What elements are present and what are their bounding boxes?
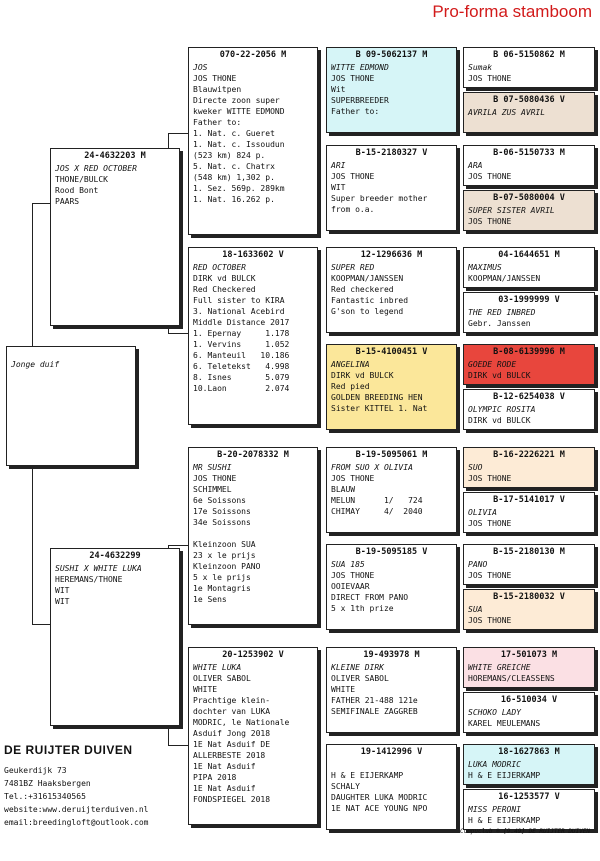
sire-box [50,148,180,326]
info-line: JOS THONE [193,74,237,83]
pigeon-name: MAXIMUS [468,263,502,272]
info-line: (523 km) 824 p. [193,151,266,160]
pigeon-name: THE RED INBRED [468,308,536,317]
info-line: PIPA 2018 [193,773,237,782]
pigeon-name: RED OCTOBER [193,263,246,272]
breeder-contact [4,764,149,829]
info-line: MODRIC, le Nationale [193,718,290,727]
great-great-grandparent-box [463,344,595,385]
dam-box [50,548,180,726]
info-line: JOS THONE [468,616,512,625]
pigeon-name: SUPER SISTER AVRIL [468,206,555,215]
great-great-grandparent-box [463,247,595,288]
info-line: H & E EIJERKAMP [331,771,404,780]
great-great-grandparent-box [463,292,595,333]
info-line: 1E Nat Asduif [193,762,256,771]
grandparent-box [188,247,318,425]
pigeon-name: MISS PERONI [468,805,521,814]
ring-number: 18-1633602 V [222,250,284,260]
great-great-grandparent-box [463,744,595,785]
info-line: OOIEVAAR [331,582,370,591]
info-line: Asduif Jong 2018 [193,729,271,738]
info-line: 17e Soissons [193,507,251,516]
info-line: CHIMAY 4/ 2040 [331,507,423,516]
info-line: Blauwitpen [193,85,242,94]
info-line: JOS THONE [193,474,237,483]
ring-number: 16-1253577 V [498,792,560,802]
pigeon-name-empty [331,759,452,770]
breeder-city: 7481BZ Haaksbergen [4,779,91,788]
info-line: 1. Vervins 1.052 [193,340,290,349]
info-line: 6. Teletekst 4.998 [193,362,290,371]
info-line: 8. Isnes 5.079 [193,373,290,382]
subject-name: Jonge duif [11,360,60,369]
info-line: ALLERBESTE 2018 [193,751,266,760]
info-line: HOREMANS/CLEASSENS [468,674,555,683]
info-line: dochter van LUKA [193,707,271,716]
pigeon-name: OLIVIA [468,508,497,517]
great-great-grandparent-box [463,145,595,186]
ring-number: 18-1627863 M [498,747,560,757]
breeder-address: Geukerdijk 73 [4,766,67,775]
pigeon-name: WITTE EDMOND [331,63,389,72]
connector-line [168,333,188,334]
info-line: JOS THONE [331,474,375,483]
info-line: Wit [331,85,346,94]
great-great-grandparent-box [463,47,595,88]
info-line: JOS THONE [468,217,512,226]
great-grandparent-box [326,447,457,533]
info-line: 5 x 1th prize [331,604,394,613]
info-line: WHITE [331,685,356,694]
info-line: Fantastic inbred [331,296,409,305]
info-line: WIT [55,597,70,606]
pigeon-name: Sumak [468,63,493,72]
pigeon-name: GOEDE RODE [468,360,517,369]
info-line: JOS THONE [468,74,512,83]
info-line: Red pied [331,382,370,391]
info-line: 6e Soissons [193,496,246,505]
ring-number: 19-493978 M [363,650,420,660]
info-line: DIRECT FROM PANO [331,593,409,602]
ring-number: 04-1644651 M [498,250,560,260]
great-great-grandparent-box [463,190,595,231]
info-line: 5. Nat. c. Chatrx [193,162,275,171]
ring-number: B-20-2078332 M [217,450,289,460]
ring-number: B-16-2226221 M [493,450,565,460]
ring-number: 16-510034 V [500,695,558,705]
ring-number: 24-4632299 [89,551,141,561]
great-grandparent-box [326,344,457,430]
subject-box [6,346,136,466]
pigeon-name: SUO [468,463,483,472]
pigeon-name: WHITE GREICHE [468,663,531,672]
info-line: 5 x le prijs [193,573,251,582]
pigeon-name: PANO [468,560,488,569]
ring-number: B-15-4100451 V [355,347,428,357]
info-line: 1e Sens [193,595,227,604]
ring-number: B-07-5080004 V [493,193,565,203]
info-line: Middle Distance 2017 [193,318,290,327]
info-line: 1. Sez. 569p. 289km [193,184,285,193]
info-line: Red Checkered [193,285,256,294]
ring-number: B-15-2180130 M [493,547,565,557]
info-line: 1. Nat. c. Issoudun [193,140,285,149]
info-line: 3. National Acebird [193,307,285,316]
info-line: 1. Nat. c. Gueret [193,129,275,138]
grandparent-box [188,647,318,825]
info-line: Sister KITTEL 1. Nat [331,404,428,413]
info-line: DIRK vd BULCK [468,416,531,425]
info-line: (548 km) 1,302 p. [193,173,275,182]
info-line: JOS THONE [331,74,375,83]
pigeon-name: SCHOKO LADY [468,708,521,717]
ring-number: B-15-2180032 V [493,592,565,602]
page-title: Pro-forma stamboom [432,2,592,21]
info-line: Prachtige klein- [193,696,271,705]
ring-number: 20-1253902 V [222,650,284,660]
info-line: FONDSPIEGEL 2018 [193,795,271,804]
info-line: 1E Nat Asduif [193,784,256,793]
pigeon-name: MR SUSHI [193,463,232,472]
ring-number: 17-501073 M [500,650,558,660]
info-line: Kleinzoon PANO [193,562,261,571]
pigeon-name: JOS X RED OCTOBER [55,164,137,173]
info-line: DAUGHTER LUKA MODRIC [331,793,428,802]
info-line: 1. Epernay 1.178 [193,329,290,338]
info-line: Kleinzoon SUA [193,540,256,549]
info-line: HEREMANS/THONE [55,575,123,584]
great-great-grandparent-box [463,692,595,733]
pigeon-name: AVRILA ZUS AVRIL [468,108,546,117]
info-line: SUPERBREEDER [331,96,389,105]
breeder-name: DE RUIJTER DUIVEN [4,743,133,757]
connector-line [32,203,50,204]
great-great-grandparent-box [463,447,595,488]
pigeon-name: JOS [193,63,208,72]
pigeon-name: WHITE LUKA [193,663,242,672]
info-line: SCHALY [331,782,360,791]
info-line: SEMIFINALE ZAGGREB [331,707,418,716]
info-line: from o.a. [331,205,375,214]
great-grandparent-box [326,544,457,630]
ring-number: B-19-5095185 V [355,547,428,557]
pigeon-name: KLEINE DIRK [331,663,384,672]
pigeon-name: ARA [468,161,483,170]
info-line: KOOPMAN/JANSSEN [468,274,541,283]
info-line: WIT [331,183,346,192]
ring-number: 24-4632203 M [84,151,146,161]
ring-number: 03-1999999 V [498,295,560,305]
ring-number: B-15-2180327 V [355,148,428,158]
pigeon-name: OLYMPIC ROSITA [468,405,536,414]
great-grandparent-box [326,744,457,830]
info-line: DIRK vd BULCK [193,274,256,283]
great-grandparent-box [326,145,457,231]
info-line: DIRK vd BULCK [468,371,531,380]
pigeon-name: SUSHI X WHITE LUKA [55,564,142,573]
info-line: BLAUW [331,485,356,494]
pigeon-name: ANGELINA [331,360,370,369]
great-great-grandparent-box [463,492,595,533]
info-line: SCHIMMEL [193,485,232,494]
info-line: Super breeder mother [331,194,428,203]
pigeon-name: FROM SUO X OLIVIA [331,463,413,472]
breeder-email[interactable]: email:breedingloft@outlook.com [4,818,149,827]
great-grandparent-box [326,247,457,333]
great-great-grandparent-box [463,389,595,430]
ring-number: B-12-6254038 V [493,392,565,402]
info-line: OLIVER SABOL [193,674,251,683]
info-line: Directe zoon super [193,96,280,105]
breeder-website[interactable]: website:www.deruijterduiven.nl [4,805,149,814]
info-line: Rood Bont [55,186,99,195]
great-great-grandparent-box [463,589,595,630]
info-line: JOS THONE [468,474,512,483]
info-line: PAARS [55,197,80,206]
software-credit: Compuclub ® [9.49] DE RUIJTER DUIVEN [459,828,590,835]
info-line: WHITE [193,685,218,694]
great-great-grandparent-box [463,647,595,688]
info-line: 1E Nat Asduif DE [193,740,271,749]
ring-number: B-17-5141017 V [493,495,565,505]
ring-number: B 06-5150862 M [493,50,565,60]
info-line: FATHER 21-488 121e [331,696,418,705]
info-line: 34e Soissons [193,518,251,527]
ring-number: B-06-5150733 M [493,148,565,158]
pigeon-name: SUA 185 [331,560,365,569]
connector-line [32,624,50,625]
ring-number: 12-1296636 M [360,250,423,260]
connector-line [168,545,188,546]
info-line: 1e Montagris [193,584,251,593]
info-line: H & E EIJERKAMP [468,771,541,780]
pigeon-name: LUKA MODRIC [468,760,521,769]
info-line [193,528,313,539]
info-line: GOLDEN BREEDING HEN [331,393,423,402]
info-line: JOS THONE [331,571,375,580]
breeder-phone: Tel.:+31615340565 [4,792,86,801]
connector-line [168,133,188,134]
info-line: MELUN 1/ 724 [331,496,423,505]
info-line: Father to: [331,107,380,116]
great-great-grandparent-box [463,544,595,585]
grandparent-box [188,47,318,235]
info-line: Father to: [193,118,242,127]
great-grandparent-box [326,647,457,733]
info-line: 1. Nat. 16.262 p. [193,195,275,204]
connector-line [168,745,188,746]
info-line: KAREL MEULEMANS [468,719,541,728]
info-line: Gebr. Janssen [468,319,531,328]
ring-number: 19-1412996 V [360,747,423,757]
info-line: 1E NAT ACE YOUNG NPO [331,804,428,813]
info-line: JOS THONE [468,571,512,580]
info-line: Red checkered [331,285,394,294]
info-line: JOS THONE [468,172,512,181]
grandparent-box [188,447,318,625]
info-line: WIT [55,586,70,595]
info-line: 10.Laon 2.074 [193,384,290,393]
info-line: JOS THONE [331,172,375,181]
info-line: THONE/BULCK [55,175,108,184]
info-line: KOOPMAN/JANSSEN [331,274,404,283]
info-line: Full sister to KIRA [193,296,285,305]
info-line: kweker WITTE EDMOND [193,107,285,116]
ring-number: 070-22-2056 M [219,50,287,60]
info-line: OLIVER SABOL [331,674,389,683]
great-great-grandparent-box [463,92,595,133]
info-line: 6. Manteuil 10.186 [193,351,290,360]
info-line: H & E EIJERKAMP [468,816,541,825]
pigeon-name: ARI [331,161,346,170]
pigeon-name: SUPER RED [331,263,375,272]
great-grandparent-box [326,47,457,133]
ring-number: B-19-5095061 M [355,450,428,460]
ring-number: B 09-5062137 M [355,50,428,60]
ring-number: B 07-5080436 V [493,95,565,105]
info-line: DIRK vd BULCK [331,371,394,380]
info-line: 23 x le prijs [193,551,256,560]
pigeon-name: SUA [468,605,483,614]
ring-number: B-08-6139996 M [493,347,565,357]
info-line: JOS THONE [468,519,512,528]
info-line: G'son to legend [331,307,404,316]
great-great-grandparent-box [463,789,595,830]
